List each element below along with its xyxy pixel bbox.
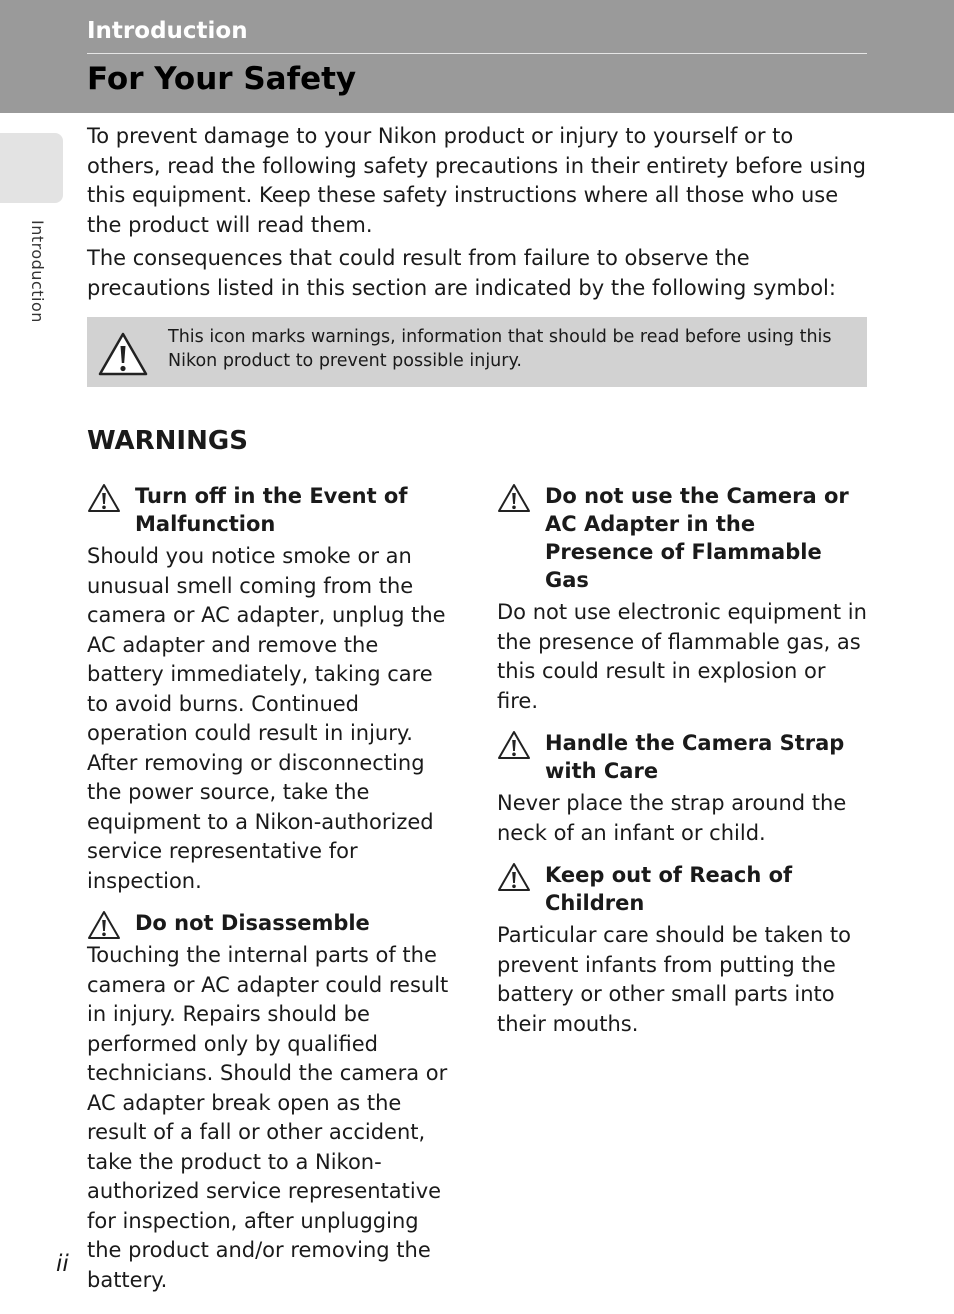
warning-body: Particular care should be taken to prevent infants from putting the battery or other small parts into their mouths. [497, 923, 852, 1036]
warnings-heading: WARNINGS [87, 426, 248, 456]
warning-body: Never place the strap around the neck of an infant or child. [497, 791, 847, 845]
page-title: For Your Safety [87, 61, 357, 97]
warning-title: Handle the Camera Strap with Care [545, 731, 845, 783]
warning-triangle-icon [497, 862, 531, 896]
warning-body: Do not use electronic equipment in the presence of flammable gas, as this could result in explosion or fire. [497, 600, 867, 713]
side-tab [0, 133, 63, 203]
warning-body: Should you notice smoke or an unusual smell coming from the camera or AC adapter, unplug the AC adapter and remove the battery immediately, taking care to avoid burns. Continued operation could result in injury. After removing or disconnecting the power source, take the equipment to a Nikon-authorized service representative for inspection. [87, 544, 446, 893]
warnings-left-column [87, 482, 457, 1308]
intro-paragraph-1: To prevent damage to your Nikon product or injury to yourself or to others, read the following safety precautions in their entirety before using this equipment. Keep these safety instructions where all those who use the product will read them. [87, 124, 867, 237]
warning-item [497, 729, 867, 848]
warning-item [87, 909, 457, 1295]
header-divider [87, 53, 867, 54]
warning-triangle-icon [87, 910, 121, 944]
warning-item [87, 482, 457, 896]
page-header [0, 0, 954, 113]
warning-item [497, 861, 867, 1039]
page-number: ii [56, 1251, 69, 1277]
side-tab-label: Introduction [28, 220, 47, 323]
warning-title: Do not use the Camera or AC Adapter in the Presence of Flammable Gas [545, 484, 849, 592]
warning-title: Turn off in the Event of Malfunction [135, 484, 408, 536]
warning-triangle-icon [497, 483, 531, 517]
warning-body: Touching the internal parts of the camera or AC adapter could result in injury. Repairs should be performed only by qualified technicians. Should the camera or AC adapter break open as the result of a fall or other accident, take the product to a Nikon-authorized service representative for inspection, after unplugging the product and/or removing the battery. [87, 943, 449, 1292]
notice-text: This icon marks warnings, information that should be read before using this Nikon product to prevent possible injury. [168, 327, 832, 371]
warning-triangle-icon [497, 730, 531, 764]
warning-notice-box [87, 317, 867, 387]
warning-triangle-icon [87, 483, 121, 517]
intro-paragraph-2: The consequences that could result from failure to observe the precautions listed in this section are indicated by the following symbol: [87, 246, 836, 300]
warning-item [497, 482, 867, 716]
warnings-right-column [497, 482, 867, 1052]
warning-triangle-icon [97, 331, 149, 381]
warning-title: Keep out of Reach of Children [545, 863, 793, 915]
warning-title: Do not Disassemble [135, 911, 370, 935]
section-label: Introduction [87, 18, 248, 44]
